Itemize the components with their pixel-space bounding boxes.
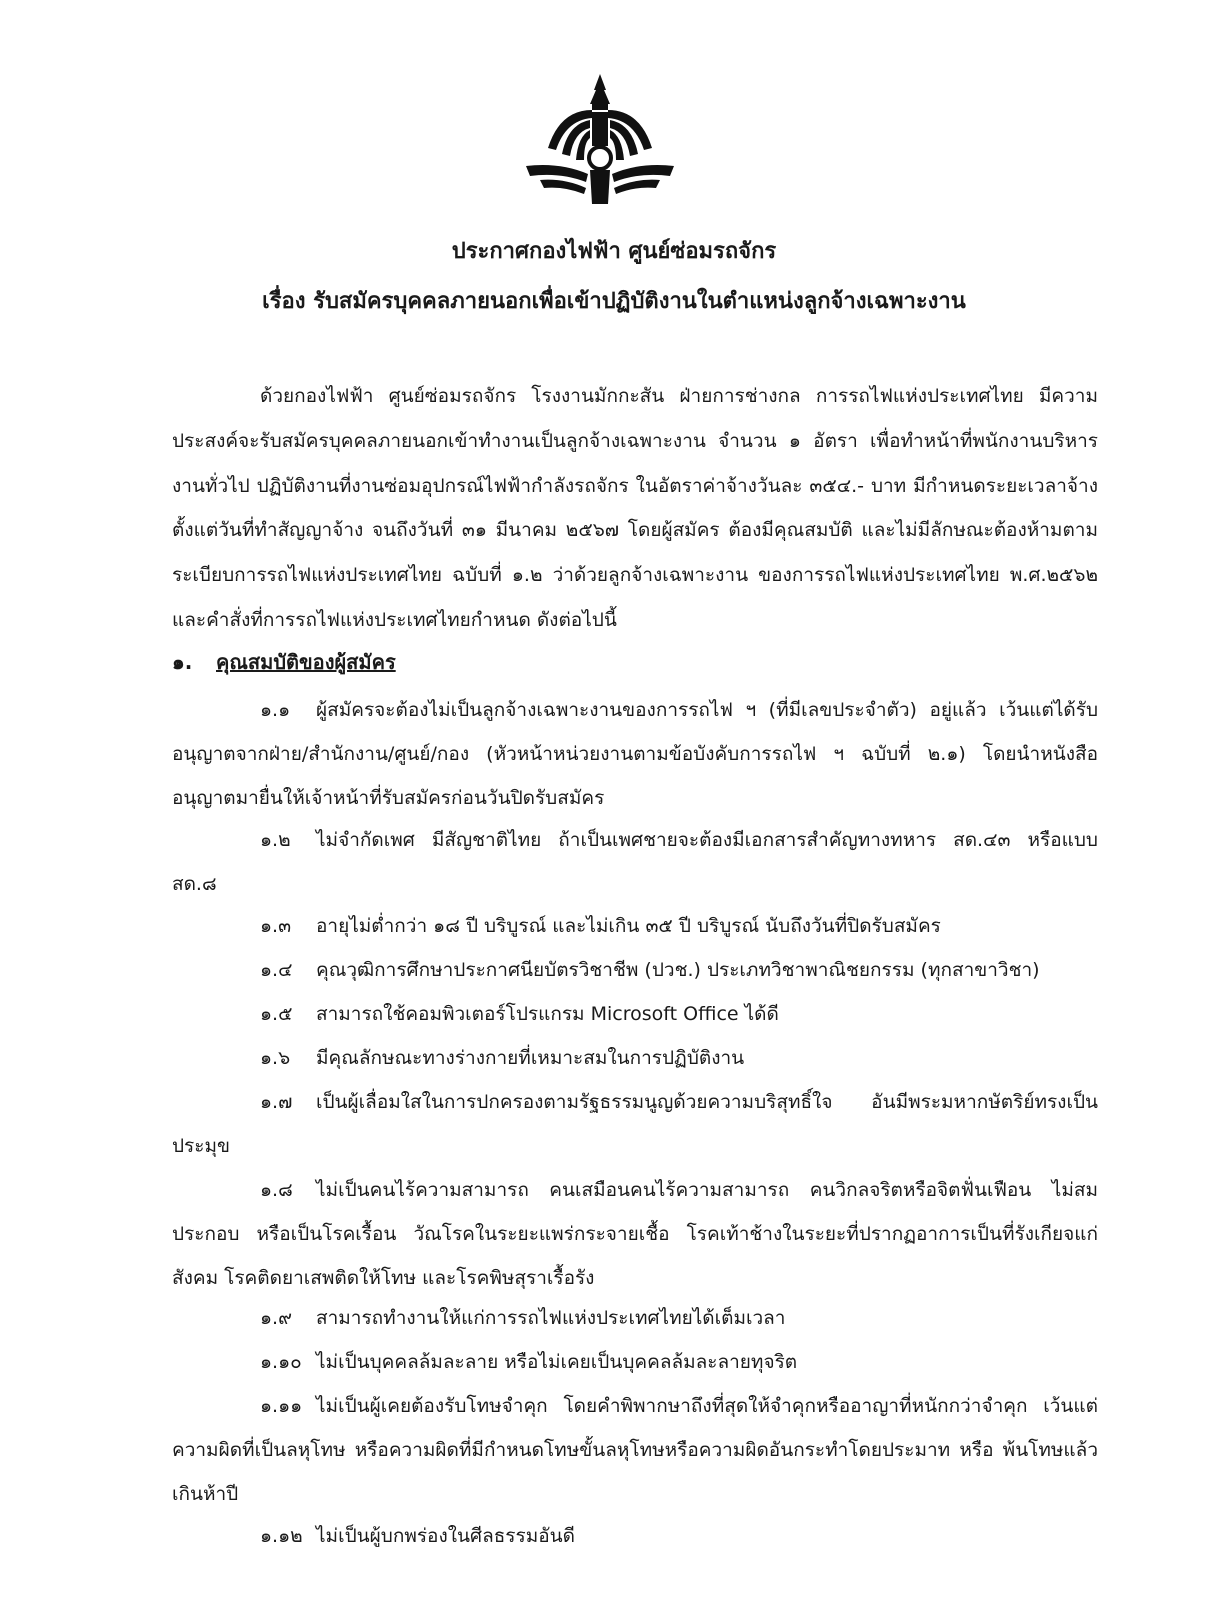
document-title: ประกาศกองไฟฟ้า ศูนย์ซ่อมรถจักร xyxy=(451,239,777,264)
item-text: สามารถทำงานให้แก่การรถไฟแห่งประเทศไทยได้เต็มเวลา xyxy=(316,1307,786,1329)
list-item xyxy=(172,1296,1098,1340)
list-item xyxy=(172,1036,1098,1080)
item-number: ๑.๖ xyxy=(260,1047,291,1069)
item-number: ๑.๘ xyxy=(260,1179,293,1201)
item-text: คุณวุฒิการศึกษาประกาศนียบัตรวิชาชีพ (ปวช.) ประเภทวิชาพาณิชยกรรม (ทุกสาขาวิชา) xyxy=(316,959,1040,981)
list-item xyxy=(172,1168,1098,1300)
state-railway-emblem-icon xyxy=(520,70,680,210)
list-item xyxy=(172,992,1098,1036)
section-number: ๑. xyxy=(172,650,193,674)
item-text: ไม่เป็นคนไร้ความสามารถ คนเสมือนคนไร้ความสามารถ คนวิกลจริตหรือจิตฟั่นเฟือน ไม่สมประกอบ หรือเป็นโรคเรื้อน วัณโรคในระยะแพร่กระจายเชื้อ โรคเท้าช้างในระยะที่ปรากฏอาการเป็นที่รังเกียจแก่สังคม โรคติดยาเสพติดให้โทษ และโรคพิษสุราเรื้อรัง xyxy=(172,1179,1098,1289)
item-number: ๑.๗ xyxy=(260,1091,293,1113)
document-subject: เรื่อง รับสมัครบุคคลภายนอกเพื่อเข้าปฏิบัติงานในตำแหน่งลูกจ้างเฉพาะงาน xyxy=(262,289,966,314)
list-item xyxy=(172,1384,1098,1516)
list-item xyxy=(172,688,1098,820)
item-number: ๑.๓ xyxy=(260,915,292,937)
item-number: ๑.๑๒ xyxy=(260,1525,303,1547)
item-text: ผู้สมัครจะต้องไม่เป็นลูกจ้างเฉพาะงานของการรถไฟ ฯ (ที่มีเลขประจำตัว) อยู่แล้ว เว้นแต่ได้รับอนุญาตจากฝ่าย/สำนักงาน/ศูนย์/กอง (หัวหน้าหน่วยงานตามข้อบังคับการรถไฟ ฯ ฉบับที่ ๒.๑) โดยนำหนังสืออนุญาตมายื่นให้เจ้าหน้าที่รับสมัครก่อนวันปิดรับสมัคร xyxy=(172,699,1098,809)
item-number: ๑.๙ xyxy=(260,1307,293,1329)
item-number: ๑.๑๐ xyxy=(260,1351,302,1373)
section-title: คุณสมบัติของผู้สมัคร xyxy=(216,650,396,674)
item-text: สามารถใช้คอมพิวเตอร์โปรแกรม Microsoft Office ได้ดี xyxy=(316,1003,779,1025)
item-text: อายุไม่ต่ำกว่า ๑๘ ปี บริบูรณ์ และไม่เกิน ๓๕ ปี บริบูรณ์ นับถึงวันที่ปิดรับสมัคร xyxy=(316,915,941,937)
list-item xyxy=(172,1340,1098,1384)
list-item xyxy=(172,818,1098,906)
section-heading xyxy=(172,642,396,682)
list-item xyxy=(172,948,1098,992)
item-number: ๑.๔ xyxy=(260,959,293,981)
item-number: ๑.๒ xyxy=(260,829,291,851)
item-text: ไม่จำกัดเพศ มีสัญชาติไทย ถ้าเป็นเพศชายจะต้องมีเอกสารสำคัญทางทหาร สด.๔๓ หรือแบบสด.๘ xyxy=(172,829,1098,895)
item-text: ไม่เป็นบุคคลล้มละลาย หรือไม่เคยเป็นบุคคลล้มละลายทุจริต xyxy=(316,1351,798,1373)
item-text: ไม่เป็นผู้เคยต้องรับโทษจำคุก โดยคำพิพากษาถึงที่สุดให้จำคุกหรืออาญาที่หนักกว่าจำคุก เว้นแต่ความผิดที่เป็นลหุโทษ หรือความผิดที่มีกำหนดโทษขั้นลหุโทษหรือความผิดอันกระทำโดยประมาท หรือ พ้นโทษแล้วเกินห้าปี xyxy=(172,1395,1098,1505)
item-text: มีคุณลักษณะทางร่างกายที่เหมาะสมในการปฏิบัติงาน xyxy=(316,1047,745,1069)
item-text: ไม่เป็นผู้บกพร่องในศีลธรรมอันดี xyxy=(316,1525,575,1547)
list-item xyxy=(172,1514,1098,1558)
intro-paragraph: ด้วยกองไฟฟ้า ศูนย์ซ่อมรถจักร โรงงานมักกะสัน ฝ่ายการช่างกล การรถไฟแห่งประเทศไทย มีความประสงค์จะรับสมัครบุคคลภายนอกเข้าทำงานเป็นลูกจ้างเฉพาะงาน จำนวน ๑ อัตรา เพื่อทำหน้าที่พนักงานบริหารงานทั่วไป ปฏิบัติงานที่งานซ่อมอุปกรณ์ไฟฟ้ากำลังรถจักร ในอัตราค่าจ้างวันละ ๓๕๔.- บาท มีกำหนดระยะเวลาจ้าง ตั้งแต่วันที่ทำสัญญาจ้าง จนถึงวันที่ ๓๑ มีนาคม ๒๕๖๗ โดยผู้สมัคร ต้องมีคุณสมบัติ และไม่มีลักษณะต้องห้ามตามระเบียบการรถไฟแห่งประเทศไทย ฉบับที่ ๑.๒ ว่าด้วยลูกจ้างเฉพาะงาน ของการรถไฟแห่งประเทศไทย พ.ศ.๒๕๖๒ และคำสั่งที่การรถไฟแห่งประเทศไทยกำหนด ดังต่อไปนี้ xyxy=(172,385,1098,631)
list-item xyxy=(172,904,1098,948)
list-item xyxy=(172,1080,1098,1168)
item-number: ๑.๑ xyxy=(260,699,291,721)
item-text: เป็นผู้เลื่อมใสในการปกครองตามรัฐธรรมนูญด้วยความบริสุทธิ์ใจ อันมีพระมหากษัตริย์ทรงเป็นประมุข xyxy=(172,1091,1098,1157)
item-number: ๑.๕ xyxy=(260,1003,293,1025)
item-number: ๑.๑๑ xyxy=(260,1395,303,1417)
